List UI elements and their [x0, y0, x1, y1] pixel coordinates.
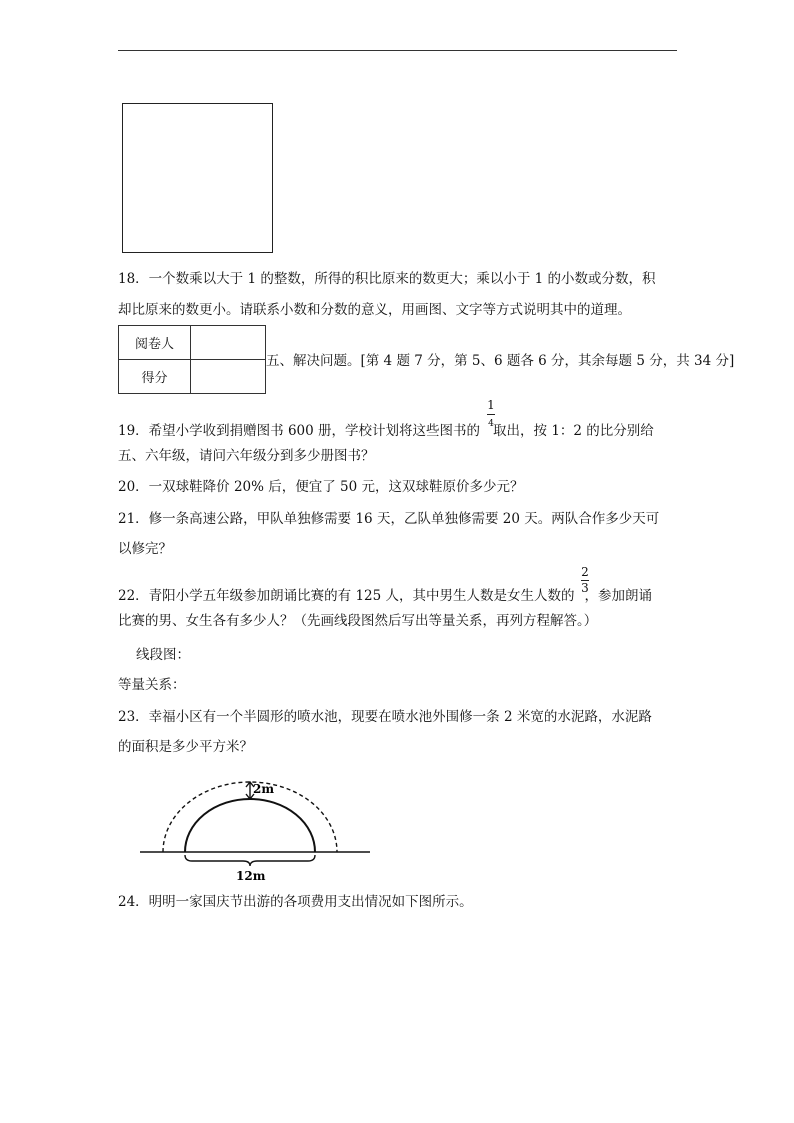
q18-line-1: 18．一个数乘以大于 1 的整数，所得的积比原来的数更大；乘以小于 1 的小数或分数，积	[118, 271, 656, 287]
reviewer-blank	[191, 326, 266, 360]
pool-arc	[185, 799, 315, 852]
width-label: 2m	[253, 782, 275, 796]
q23-line-1: 23．幸福小区有一个半圆形的喷水池，现要在喷水池外围修一条 2 米宽的水泥路，水泥路	[118, 709, 652, 725]
q22-fraction-numerator: 2	[581, 565, 589, 579]
section-5-title: 五、解决问题。[第 4 题 7 分，第 5、6 题各 6 分，其余每题 5 分，共 34 分]	[266, 353, 735, 369]
q21-line-2: 以修完？	[118, 541, 172, 557]
q19-fraction-numerator: 1	[487, 398, 495, 412]
q18-line-2: 却比原来的数更小。请联系小数和分数的意义，用画图、文字等方式说明其中的道理。	[118, 302, 631, 318]
drawing-square	[122, 103, 273, 253]
q22-text-b: ，参加朗诵	[584, 588, 653, 604]
semicircle-pool-figure	[140, 765, 370, 885]
q22-relation-label: 等量关系：	[118, 677, 186, 693]
q24-text: 24．明明一家国庆节出游的各项费用支出情况如下图所示。	[118, 894, 473, 910]
reviewer-label: 阅卷人	[119, 326, 191, 360]
q19-fraction-denominator: 4	[488, 419, 494, 429]
score-blank	[191, 360, 266, 394]
q19-text-b: 取出，按 1：2 的比分别给	[493, 423, 654, 439]
q20-text: 20．一双球鞋降价 20% 后，便宜了 50 元，这双球鞋原价多少元？	[118, 479, 524, 495]
q22-fraction-denominator: 3	[581, 581, 589, 595]
score-label: 得分	[119, 360, 191, 394]
q22-segment-label: 线段图：	[136, 647, 190, 663]
grader-box	[118, 325, 266, 394]
diameter-brace	[185, 855, 315, 866]
q21-line-1: 21．修一条高速公路，甲队单独修需要 16 天，乙队单独修需要 20 天。两队合作多少天可	[118, 511, 660, 527]
q22-text-a: 22．青阳小学五年级参加朗诵比赛的有 125 人，其中男生人数是女生人数的	[118, 588, 575, 604]
q22-line-2: 比赛的男、女生各有多少人？（先画线段图然后写出等量关系，再列方程解答。）	[118, 613, 598, 629]
diameter-label: 12m	[236, 869, 266, 883]
q19-line-1	[118, 422, 654, 440]
q19-line-2: 五、六年级，请问六年级分到多少册图书？	[118, 448, 375, 464]
q22-line-1	[118, 587, 652, 605]
q19-fraction-bar	[487, 414, 495, 415]
header-rule	[118, 50, 677, 51]
q23-line-2: 的面积是多少平方米？	[118, 739, 253, 755]
q19-text-a: 19．希望小学收到捐赠图书 600 册，学校计划将这些图书的	[118, 423, 481, 439]
